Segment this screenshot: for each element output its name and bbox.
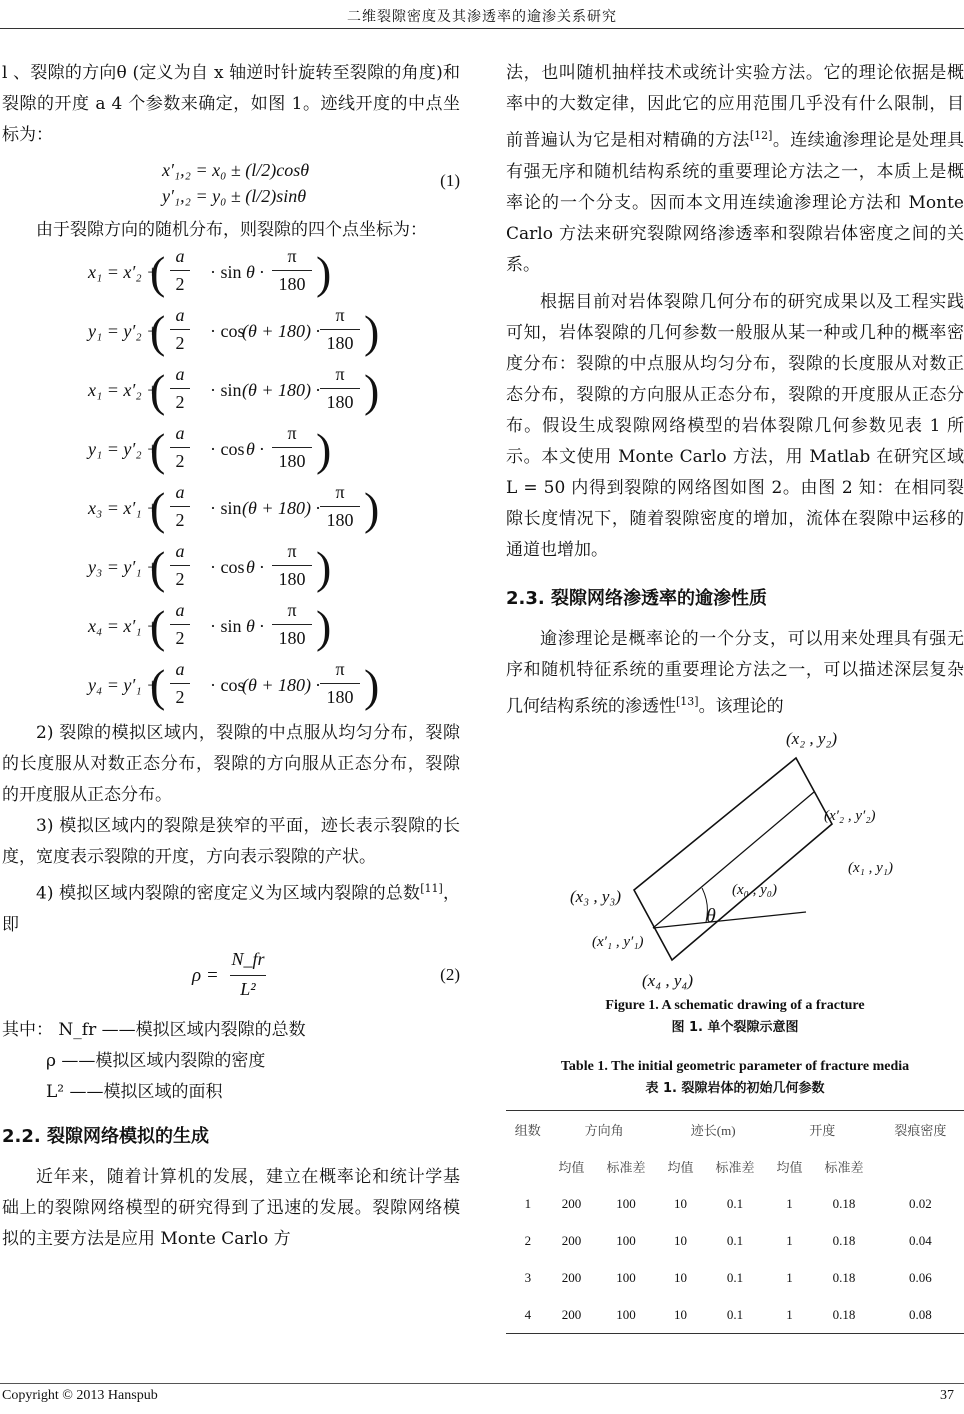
fraction-a-num: a [175, 364, 185, 384]
equation-func: · cos [210, 439, 245, 459]
paren-open: ( [150, 424, 166, 475]
equation-lhs: y₁ = y′₂ + [88, 321, 159, 341]
equation-lhs: y₁ = y′₂ + [88, 439, 159, 459]
table-cell: 1 [524, 1195, 532, 1211]
header-divider [0, 28, 964, 29]
table-cell [877, 1148, 964, 1185]
text: 。连续逾渗理论是处理具有强无序和随机结构系统的重要理论方法之一，本质上是概率论的一个分支。因而本文用连续逾渗理论方法和 Monte Carlo 方法来研究裂隙网络渗透率和裂隙岩体密度之间的关系。 [506, 130, 964, 275]
table-header-row [506, 1111, 964, 1149]
paren-open: ( [150, 306, 166, 357]
definition-line: 其中： N_fr ——模拟区域内裂隙的总数 [2, 1019, 306, 1040]
fraction-a-den: 2 [175, 274, 185, 294]
equation-arg: θ · [246, 439, 264, 459]
table-header-cell: 方向角 [550, 1111, 659, 1149]
text: 。该理论的 [698, 696, 784, 717]
table-header-cell: 裂痕密度 [877, 1111, 964, 1149]
table-cell: 0.18 [832, 1232, 856, 1248]
fraction-pi-den: 180 [326, 510, 354, 530]
fraction-bar [170, 329, 190, 330]
fraction-bar [170, 447, 190, 448]
coordinate-equations [2, 246, 460, 718]
paren-close: ) [364, 660, 380, 711]
label-x1-prime: (x′₁ , y′₁) [592, 934, 644, 951]
coordinate-equation [2, 659, 460, 718]
fracture-diagram-svg [506, 729, 964, 991]
table-cell: 200 [561, 1232, 582, 1248]
equation-arg: (θ + 180) · [242, 675, 320, 695]
table-caption-zh: 表 1. 裂隙岩体的初始几何参数 [645, 1081, 825, 1097]
fraction-pi-num: π [335, 659, 345, 679]
footer-divider [0, 1383, 964, 1384]
table-cell: 200 [550, 1296, 594, 1334]
paragraph: l 、裂隙的方向θ (定义为自 x 轴逆时针旋转至裂隙的角度)和裂隙的开度 a 4 个参数来确定，如图 1。迹线开度的中点坐标为： [2, 63, 460, 145]
label-x1y1: (x₁ , y₁) [848, 860, 893, 877]
paragraph: 根据目前对岩体裂隙几何分布的研究成果以及工程实践可知，岩体裂隙的几何参数一般服从某一种或几种的概率密度分布：裂隙的中点服从均匀分布，裂隙的长度服从对数正态分布，裂隙的方向服从正态分布，裂隙的开度服从正态分布。假设生成裂隙网络模型的岩体裂隙几何参数见表 1 所示。本文使用 Monte Carlo 方法，用 Matlab 在研究区域 L = 50 内得到裂隙的网络图如图 2。由图 2 知：在相同裂隙长度情况下，随着裂隙密度的增加，流体在裂隙中运移的通道也增加。 [506, 291, 964, 560]
paragraph [506, 624, 964, 723]
table-cell: 0.18 [811, 1296, 876, 1334]
equation-1 [2, 155, 460, 211]
label-x4y4: (x₄ , y₄) [642, 971, 693, 991]
page-number: 37 [940, 1388, 954, 1403]
equation-lhs: ρ = [192, 964, 219, 986]
table-cell: 100 [616, 1232, 636, 1248]
fraction-bar [320, 388, 360, 389]
fraction-pi-den: 180 [278, 274, 306, 294]
coordinate-equation [2, 423, 460, 482]
paragraph: 由于裂隙方向的随机分布，则裂隙的四个点坐标为： [36, 220, 427, 240]
table-subheader-cell: 标准差 [715, 1160, 755, 1176]
citation: [13] [676, 694, 699, 708]
coordinate-equation [2, 246, 460, 305]
coordinate-equation [2, 541, 460, 600]
fraction-bar [320, 683, 360, 684]
fraction-a-den: 2 [175, 451, 185, 471]
table-cell: 10 [673, 1269, 687, 1285]
fraction-pi-den: 180 [278, 451, 306, 471]
section-heading: 2.3. 裂隙网络渗透率的逾渗性质 [506, 587, 767, 609]
table-header-cell: 开度 [768, 1111, 877, 1149]
fraction-pi-num: π [287, 600, 297, 620]
table-row [506, 1222, 964, 1259]
table-row [506, 1296, 964, 1334]
coordinate-equation [2, 482, 460, 541]
paren-close: ) [316, 424, 332, 475]
fraction-a-den: 2 [175, 628, 185, 648]
table-cell: 0.06 [909, 1269, 932, 1285]
table-subheader-cell: 均值 [667, 1160, 694, 1176]
table-subheader-cell: 标准差 [606, 1160, 646, 1176]
equation-number: (2) [440, 964, 460, 984]
paren-open: ( [150, 247, 166, 298]
equation-denominator: L² [240, 978, 256, 999]
fraction-bar [170, 624, 190, 625]
definition-line: L² ——模拟区域的面积 [46, 1081, 223, 1102]
table-row [506, 1259, 964, 1296]
fraction-bar [230, 975, 266, 976]
paren-open: ( [150, 365, 166, 416]
table-cell: 1 [786, 1269, 793, 1285]
table-cell: 4 [506, 1296, 550, 1334]
fraction-bar [272, 447, 312, 448]
paren-close: ) [316, 247, 332, 298]
fraction-bar [272, 565, 312, 566]
fraction-pi-den: 180 [326, 392, 354, 412]
equation-lhs: x₄ = x′₁ + [88, 616, 159, 636]
figure-caption-en: Figure 1. A schematic drawing of a fracture [605, 998, 865, 1014]
fraction-pi-num: π [287, 541, 297, 561]
citation: [12] [749, 129, 773, 142]
table-cell: 0.08 [877, 1296, 964, 1334]
paren-close: ) [364, 483, 380, 534]
label-x0y0: (x₀ , y₀) [732, 882, 777, 899]
fraction-bar [170, 565, 190, 566]
fraction-bar [320, 506, 360, 507]
equation-number: (1) [440, 171, 460, 190]
label-x2y2: (x₂ , y₂) [786, 729, 837, 749]
table-header-cell: 迹长(m) [659, 1111, 768, 1149]
paren-open: ( [150, 660, 166, 711]
equation-2 [2, 945, 460, 1011]
table-cell: 0.1 [726, 1232, 744, 1248]
table-cell: 1 [786, 1195, 793, 1211]
fraction-pi-den: 180 [326, 333, 354, 353]
x-axis-line [653, 912, 806, 928]
table-cell: 0.18 [832, 1195, 856, 1211]
text: ，即 [2, 883, 460, 935]
table-header-cell: 组数 [506, 1111, 550, 1149]
coordinate-equation [2, 600, 460, 659]
fraction-pi-den: 180 [326, 687, 354, 707]
equation-arg: θ · [246, 262, 264, 282]
table-cell: 3 [524, 1269, 532, 1285]
fraction-bar [170, 683, 190, 684]
table-cell: 100 [616, 1195, 636, 1211]
table-cell: 100 [593, 1296, 658, 1334]
fraction-a-num: a [175, 246, 185, 266]
fraction-a-num: a [175, 600, 185, 620]
fraction-bar [272, 270, 312, 271]
equation-arg: θ · [246, 557, 264, 577]
equation-arg: (θ + 180) · [242, 321, 320, 341]
paragraph: 3) 模拟区域内的裂隙是狭窄的平面，迹长表示裂隙的长度，宽度表示裂隙的开度，方向表示裂隙的产状。 [2, 816, 460, 867]
fraction-a-den: 2 [175, 392, 185, 412]
equation-func: · cos [210, 675, 245, 695]
right-column [506, 58, 964, 1334]
equation-func: · cos [210, 557, 245, 577]
fraction-bar [320, 329, 360, 330]
table-cell: 10 [673, 1195, 687, 1211]
equation-line: x′₁,₂ = x₀ ± (l/2)cosθ [162, 160, 310, 180]
equation-func: · sin [210, 380, 242, 400]
fraction-a-den: 2 [175, 510, 185, 530]
table-subheader-row [506, 1148, 964, 1185]
equation-arg: θ · [246, 616, 264, 636]
paren-close: ) [316, 601, 332, 652]
paragraph: 2) 裂隙的模拟区域内，裂隙的中点服从均匀分布，裂隙的长度服从对数正态分布，裂隙的方向服从正态分布，裂隙的开度服从正态分布。 [2, 723, 460, 805]
label-x3y3: (x₃ , y₃) [570, 887, 621, 907]
table-cell [506, 1148, 550, 1185]
table-row [506, 1185, 964, 1222]
table-subheader-cell: 均值 [558, 1160, 585, 1176]
copyright: Copyright © 2013 Hanspub [2, 1388, 158, 1403]
table-cell: 10 [659, 1296, 703, 1334]
coordinate-equation [2, 305, 460, 364]
paren-close: ) [316, 542, 332, 593]
paren-open: ( [150, 542, 166, 593]
paragraph [506, 58, 964, 281]
definition-line: ρ ——模拟区域内裂隙的密度 [46, 1050, 266, 1071]
table-cell: 0.1 [702, 1296, 767, 1334]
parameter-table [506, 1110, 964, 1334]
table-cell: 100 [616, 1269, 636, 1285]
fraction-a-num: a [175, 423, 185, 443]
figure-caption-zh: 图 1. 单个裂隙示意图 [671, 1020, 799, 1036]
equation-func: · sin [210, 262, 242, 282]
equation-func: · sin [210, 616, 242, 636]
equation-numerator: N_fr [231, 948, 265, 969]
fraction-a-num: a [175, 541, 185, 561]
section-heading: 2.2. 裂隙网络模拟的生成 [2, 1125, 209, 1147]
equation-arg: (θ + 180) · [242, 498, 320, 518]
table-cell: 1 [786, 1232, 793, 1248]
table-cell: 10 [673, 1232, 687, 1248]
paren-open: ( [150, 601, 166, 652]
fraction-pi-num: π [335, 482, 345, 502]
equation-line: y′₁,₂ = y₀ ± (l/2)sinθ [162, 186, 307, 206]
text: 逾渗理论是概率论的一个分支，可以用来处理具有强无序和随机特征系统的重要理论方法之一，可以描述深层复杂几何结构系统的渗透性 [506, 628, 964, 717]
table-caption-en: Table 1. The initial geometric parameter of fracture media [560, 1059, 910, 1075]
table-cell: 1 [768, 1296, 812, 1334]
paren-close: ) [364, 306, 380, 357]
fraction-bar [170, 388, 190, 389]
coordinate-equation [2, 364, 460, 423]
running-header: 二维裂隙密度及其渗透率的逾渗关系研究 [347, 9, 617, 25]
fraction-a-den: 2 [175, 687, 185, 707]
equation-lhs: x₃ = x′₁ + [88, 498, 159, 518]
equation-lhs: x₁ = x′₂ + [88, 380, 159, 400]
fracture-diagram [506, 729, 964, 991]
fracture-outline [634, 758, 832, 960]
equation-lhs: y₃ = y′₁ + [88, 557, 159, 577]
equation-lhs: y₄ = y′₁ + [88, 675, 159, 695]
fraction-a-den: 2 [175, 569, 185, 589]
fraction-pi-den: 180 [278, 628, 306, 648]
fraction-a-den: 2 [175, 333, 185, 353]
paren-open: ( [150, 483, 166, 534]
fraction-a-num: a [175, 659, 185, 679]
paren-close: ) [364, 365, 380, 416]
label-theta: θ [706, 905, 716, 928]
table-cell: 0.1 [726, 1195, 744, 1211]
equation-func: · cos [210, 321, 245, 341]
paragraph: 近年来，随着计算机的发展，建立在概率论和统计学基础上的裂隙网络模型的研究得到了迅速的发展。裂隙网络模拟的主要方法是应用 Monte Carlo 方 [2, 1166, 460, 1249]
paragraph [2, 873, 460, 941]
label-x2-prime: (x′₂ , y′₂) [824, 808, 876, 825]
text: 4) 模拟区域内裂隙的密度定义为区域内裂隙的总数 [36, 883, 421, 904]
equation-lhs: x₁ = x′₂ + [88, 262, 159, 282]
table-cell: 200 [561, 1195, 582, 1211]
fraction-bar [170, 270, 190, 271]
left-column [2, 58, 460, 1255]
table-cell: 0.04 [909, 1232, 932, 1248]
fraction-bar [170, 506, 190, 507]
equation-func: · sin [210, 498, 242, 518]
text: 法，也叫随机抽样技术或统计实验方法。它的理论依据是概率中的大数定律，因此它的应用范围几乎没有什么限制，目前普遍认为它是相对精确的方法 [506, 63, 964, 151]
fraction-pi-num: π [335, 364, 345, 384]
table-subheader-cell: 均值 [776, 1160, 803, 1176]
table-cell: 0.02 [909, 1195, 932, 1211]
fraction-pi-den: 180 [278, 569, 306, 589]
fraction-a-num: a [175, 482, 185, 502]
fraction-pi-num: π [335, 305, 345, 325]
fraction-a-num: a [175, 305, 185, 325]
table-cell: 200 [561, 1269, 582, 1285]
equation-arg: (θ + 180) · [242, 380, 320, 400]
table-cell: 0.18 [832, 1269, 856, 1285]
fraction-bar [272, 624, 312, 625]
table-subheader-cell: 标准差 [824, 1160, 864, 1176]
fraction-pi-num: π [287, 246, 297, 266]
table-cell: 2 [524, 1232, 532, 1248]
fraction-pi-num: π [287, 423, 297, 443]
citation: [11] [420, 882, 443, 895]
table-cell: 0.1 [726, 1269, 744, 1285]
